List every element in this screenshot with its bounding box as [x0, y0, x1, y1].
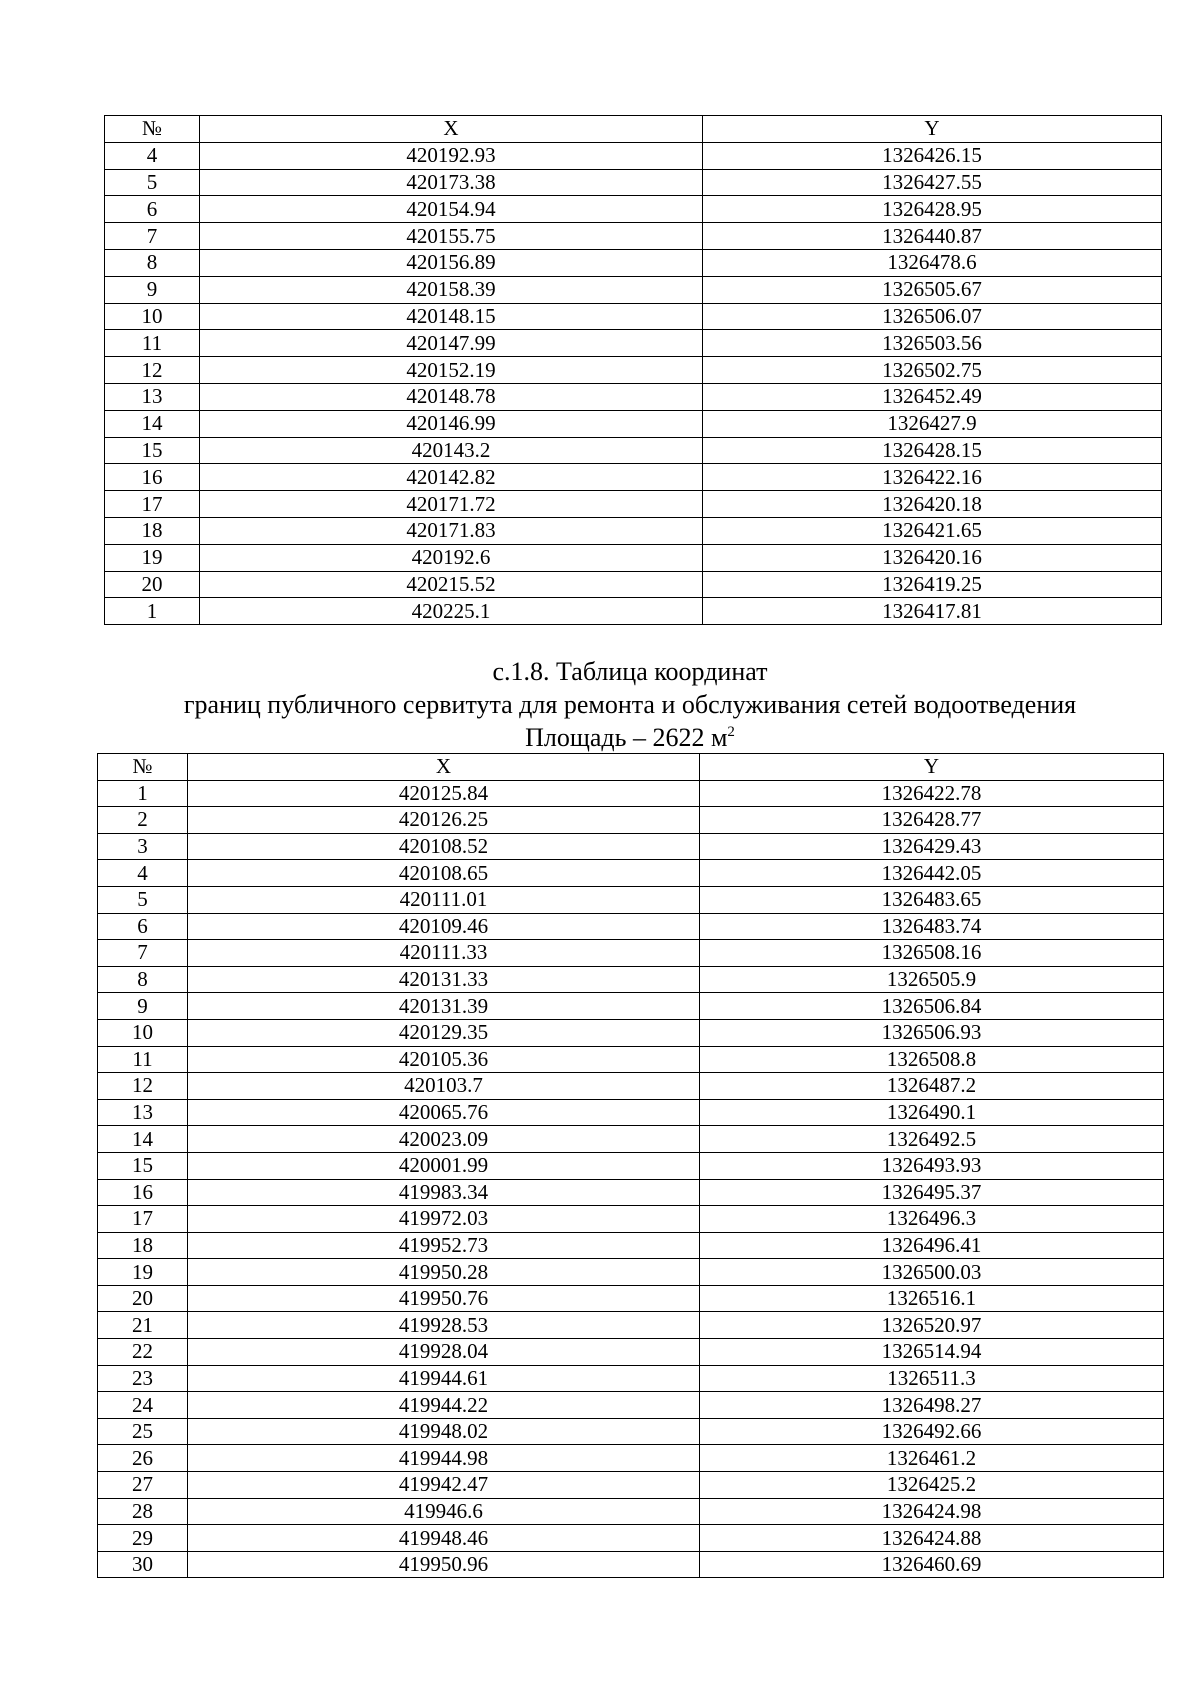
table-row — [105, 196, 1162, 223]
cell-x: 420105.36 — [188, 1046, 700, 1073]
table-row — [105, 142, 1162, 169]
table-row — [105, 383, 1162, 410]
table-row — [98, 1232, 1164, 1259]
cell-x: 419928.04 — [188, 1339, 700, 1366]
table-row — [98, 1312, 1164, 1339]
table-row — [98, 1339, 1164, 1366]
cell-y: 1326424.88 — [700, 1525, 1164, 1552]
cell-y: 1326506.93 — [700, 1019, 1164, 1046]
cell-x: 420131.33 — [188, 966, 700, 993]
cell-y: 1326422.16 — [703, 464, 1162, 491]
cell-number: 10 — [98, 1019, 188, 1046]
cell-y: 1326428.77 — [700, 807, 1164, 834]
table-row — [98, 993, 1164, 1020]
table-row — [105, 303, 1162, 330]
cell-number: 29 — [98, 1525, 188, 1552]
cell-y: 1326420.16 — [703, 544, 1162, 571]
cell-x: 419948.46 — [188, 1525, 700, 1552]
cell-number: 10 — [105, 303, 200, 330]
cell-x: 419944.98 — [188, 1445, 700, 1472]
cell-number: 22 — [98, 1339, 188, 1366]
table-row — [98, 1472, 1164, 1499]
cell-number: 24 — [98, 1392, 188, 1419]
cell-number: 26 — [98, 1445, 188, 1472]
cell-x: 420148.78 — [200, 383, 703, 410]
cell-y: 1326427.9 — [703, 410, 1162, 437]
cell-x: 420156.89 — [200, 249, 703, 276]
cell-y: 1326442.05 — [700, 860, 1164, 887]
cell-number: 15 — [98, 1152, 188, 1179]
cell-y: 1326461.2 — [700, 1445, 1164, 1472]
cell-x: 420171.83 — [200, 517, 703, 544]
cell-x: 419983.34 — [188, 1179, 700, 1206]
cell-x: 420148.15 — [200, 303, 703, 330]
cell-number: 6 — [105, 196, 200, 223]
cell-x: 419944.61 — [188, 1365, 700, 1392]
table-row — [98, 1046, 1164, 1073]
cell-y: 1326478.6 — [703, 249, 1162, 276]
cell-y: 1326420.18 — [703, 491, 1162, 518]
cell-y: 1326424.98 — [700, 1498, 1164, 1525]
cell-number: 18 — [98, 1232, 188, 1259]
cell-y: 1326429.43 — [700, 833, 1164, 860]
cell-y: 1326500.03 — [700, 1259, 1164, 1286]
cell-number: 12 — [105, 357, 200, 384]
cell-number: 5 — [105, 169, 200, 196]
header-y: Y — [703, 116, 1162, 143]
cell-number: 28 — [98, 1498, 188, 1525]
cell-x: 420129.35 — [188, 1019, 700, 1046]
cell-y: 1326426.15 — [703, 142, 1162, 169]
cell-x: 420103.7 — [188, 1073, 700, 1100]
cell-y: 1326493.93 — [700, 1152, 1164, 1179]
cell-number: 4 — [105, 142, 200, 169]
cell-y: 1326452.49 — [703, 383, 1162, 410]
cell-y: 1326506.84 — [700, 993, 1164, 1020]
cell-x: 420146.99 — [200, 410, 703, 437]
table-row — [98, 1019, 1164, 1046]
cell-x: 420215.52 — [200, 571, 703, 598]
header-x: X — [200, 116, 703, 143]
cell-number: 12 — [98, 1073, 188, 1100]
cell-y: 1326425.2 — [700, 1472, 1164, 1499]
cell-number: 13 — [105, 383, 200, 410]
table-row — [98, 1179, 1164, 1206]
table-row — [98, 1285, 1164, 1312]
cell-x: 419928.53 — [188, 1312, 700, 1339]
cell-x: 420142.82 — [200, 464, 703, 491]
cell-x: 420171.72 — [200, 491, 703, 518]
cell-x: 420192.6 — [200, 544, 703, 571]
cell-y: 1326514.94 — [700, 1339, 1164, 1366]
cell-number: 6 — [98, 913, 188, 940]
cell-x: 420126.25 — [188, 807, 700, 834]
table-body — [98, 754, 1164, 1578]
cell-y: 1326508.8 — [700, 1046, 1164, 1073]
cell-x: 420108.52 — [188, 833, 700, 860]
cell-y: 1326492.66 — [700, 1418, 1164, 1445]
cell-number: 18 — [105, 517, 200, 544]
cell-x: 419942.47 — [188, 1472, 700, 1499]
cell-y: 1326496.41 — [700, 1232, 1164, 1259]
table-header-row — [105, 116, 1162, 143]
table-row — [105, 517, 1162, 544]
table-row — [98, 1073, 1164, 1100]
cell-number: 11 — [98, 1046, 188, 1073]
cell-y: 1326496.3 — [700, 1206, 1164, 1233]
cell-x: 419950.28 — [188, 1259, 700, 1286]
cell-y: 1326427.55 — [703, 169, 1162, 196]
cell-number: 2 — [98, 807, 188, 834]
cell-x: 420065.76 — [188, 1099, 700, 1126]
table-row — [105, 169, 1162, 196]
table-row — [98, 1259, 1164, 1286]
table-row — [105, 437, 1162, 464]
header-number: № — [105, 116, 200, 143]
cell-x: 420111.33 — [188, 940, 700, 967]
header-x: X — [188, 754, 700, 781]
cell-x: 420131.39 — [188, 993, 700, 1020]
cell-y: 1326487.2 — [700, 1073, 1164, 1100]
area-superscript: 2 — [727, 724, 735, 740]
cell-x: 419950.76 — [188, 1285, 700, 1312]
table-row — [105, 544, 1162, 571]
section-subtitle: границ публичного сервитута для ремонта и обслуживания сетей водоотведения — [183, 690, 1077, 719]
cell-x: 419972.03 — [188, 1206, 700, 1233]
cell-x: 420225.1 — [200, 598, 703, 625]
cell-y: 1326505.67 — [703, 276, 1162, 303]
table-row — [105, 598, 1162, 625]
cell-number: 8 — [98, 966, 188, 993]
cell-y: 1326498.27 — [700, 1392, 1164, 1419]
table-row — [98, 833, 1164, 860]
cell-number: 27 — [98, 1472, 188, 1499]
table-row — [105, 410, 1162, 437]
cell-x: 420109.46 — [188, 913, 700, 940]
cell-number: 4 — [98, 860, 188, 887]
cell-x: 420158.39 — [200, 276, 703, 303]
table-row — [98, 1365, 1164, 1392]
cell-x: 420001.99 — [188, 1152, 700, 1179]
cell-number: 20 — [98, 1285, 188, 1312]
cell-x: 420173.38 — [200, 169, 703, 196]
cell-x: 420155.75 — [200, 223, 703, 250]
table-row — [105, 276, 1162, 303]
cell-number: 16 — [98, 1179, 188, 1206]
cell-x: 420143.2 — [200, 437, 703, 464]
table-row — [98, 913, 1164, 940]
cell-number: 25 — [98, 1418, 188, 1445]
cell-number: 9 — [105, 276, 200, 303]
cell-y: 1326516.1 — [700, 1285, 1164, 1312]
cell-x: 420152.19 — [200, 357, 703, 384]
cell-y: 1326511.3 — [700, 1365, 1164, 1392]
cell-y: 1326502.75 — [703, 357, 1162, 384]
cell-number: 14 — [105, 410, 200, 437]
table-row — [98, 1126, 1164, 1153]
coordinates-table-continued — [104, 115, 1162, 625]
cell-x: 420154.94 — [200, 196, 703, 223]
cell-number: 13 — [98, 1099, 188, 1126]
header-number: № — [98, 754, 188, 781]
cell-x: 419944.22 — [188, 1392, 700, 1419]
cell-number: 16 — [105, 464, 200, 491]
cell-number: 30 — [98, 1551, 188, 1578]
cell-y: 1326421.65 — [703, 517, 1162, 544]
cell-number: 19 — [105, 544, 200, 571]
cell-y: 1326440.87 — [703, 223, 1162, 250]
cell-number: 23 — [98, 1365, 188, 1392]
cell-number: 20 — [105, 571, 200, 598]
cell-x: 419950.96 — [188, 1551, 700, 1578]
cell-number: 8 — [105, 249, 200, 276]
cell-number: 1 — [105, 598, 200, 625]
cell-x: 419952.73 — [188, 1232, 700, 1259]
table-row — [98, 1206, 1164, 1233]
table-row — [98, 1498, 1164, 1525]
table-row — [105, 330, 1162, 357]
cell-y: 1326492.5 — [700, 1126, 1164, 1153]
table-row — [98, 1551, 1164, 1578]
cell-y: 1326417.81 — [703, 598, 1162, 625]
cell-x: 420125.84 — [188, 780, 700, 807]
cell-number: 17 — [98, 1206, 188, 1233]
table-body — [105, 116, 1162, 625]
cell-number: 11 — [105, 330, 200, 357]
cell-number: 7 — [105, 223, 200, 250]
table-row — [105, 491, 1162, 518]
table-row — [98, 807, 1164, 834]
cell-x: 419946.6 — [188, 1498, 700, 1525]
table-row — [98, 1392, 1164, 1419]
table-row — [105, 357, 1162, 384]
area-text: Площадь – 2622 м — [525, 723, 728, 752]
table-row — [98, 1418, 1164, 1445]
table-row — [105, 223, 1162, 250]
table-row — [98, 966, 1164, 993]
cell-y: 1326419.25 — [703, 571, 1162, 598]
table-row — [98, 940, 1164, 967]
cell-x: 420023.09 — [188, 1126, 700, 1153]
cell-number: 7 — [98, 940, 188, 967]
table-row — [98, 1445, 1164, 1472]
cell-y: 1326505.9 — [700, 966, 1164, 993]
table-row — [105, 464, 1162, 491]
table-row — [98, 860, 1164, 887]
cell-x: 420192.93 — [200, 142, 703, 169]
cell-number: 1 — [98, 780, 188, 807]
cell-y: 1326508.16 — [700, 940, 1164, 967]
section-title: с.1.8. Таблица координат — [492, 657, 768, 686]
cell-y: 1326495.37 — [700, 1179, 1164, 1206]
cell-number: 14 — [98, 1126, 188, 1153]
table-row — [98, 1099, 1164, 1126]
cell-x: 420147.99 — [200, 330, 703, 357]
cell-number: 5 — [98, 886, 188, 913]
cell-y: 1326460.69 — [700, 1551, 1164, 1578]
cell-y: 1326428.95 — [703, 196, 1162, 223]
cell-y: 1326428.15 — [703, 437, 1162, 464]
coordinates-table-c18 — [97, 753, 1164, 1578]
cell-number: 17 — [105, 491, 200, 518]
cell-x: 419948.02 — [188, 1418, 700, 1445]
table-row — [105, 571, 1162, 598]
table-row — [98, 1152, 1164, 1179]
cell-y: 1326506.07 — [703, 303, 1162, 330]
cell-number: 15 — [105, 437, 200, 464]
table-row — [98, 886, 1164, 913]
cell-number: 21 — [98, 1312, 188, 1339]
header-y: Y — [700, 754, 1164, 781]
cell-number: 3 — [98, 833, 188, 860]
cell-y: 1326483.65 — [700, 886, 1164, 913]
table-row — [105, 249, 1162, 276]
cell-y: 1326503.56 — [703, 330, 1162, 357]
table-row — [98, 780, 1164, 807]
cell-y: 1326422.78 — [700, 780, 1164, 807]
cell-y: 1326490.1 — [700, 1099, 1164, 1126]
cell-x: 420111.01 — [188, 886, 700, 913]
cell-y: 1326483.74 — [700, 913, 1164, 940]
cell-x: 420108.65 — [188, 860, 700, 887]
area-label — [97, 725, 1163, 751]
cell-number: 19 — [98, 1259, 188, 1286]
cell-number: 9 — [98, 993, 188, 1020]
table-row — [98, 1525, 1164, 1552]
table-header-row — [98, 754, 1164, 781]
cell-y: 1326520.97 — [700, 1312, 1164, 1339]
